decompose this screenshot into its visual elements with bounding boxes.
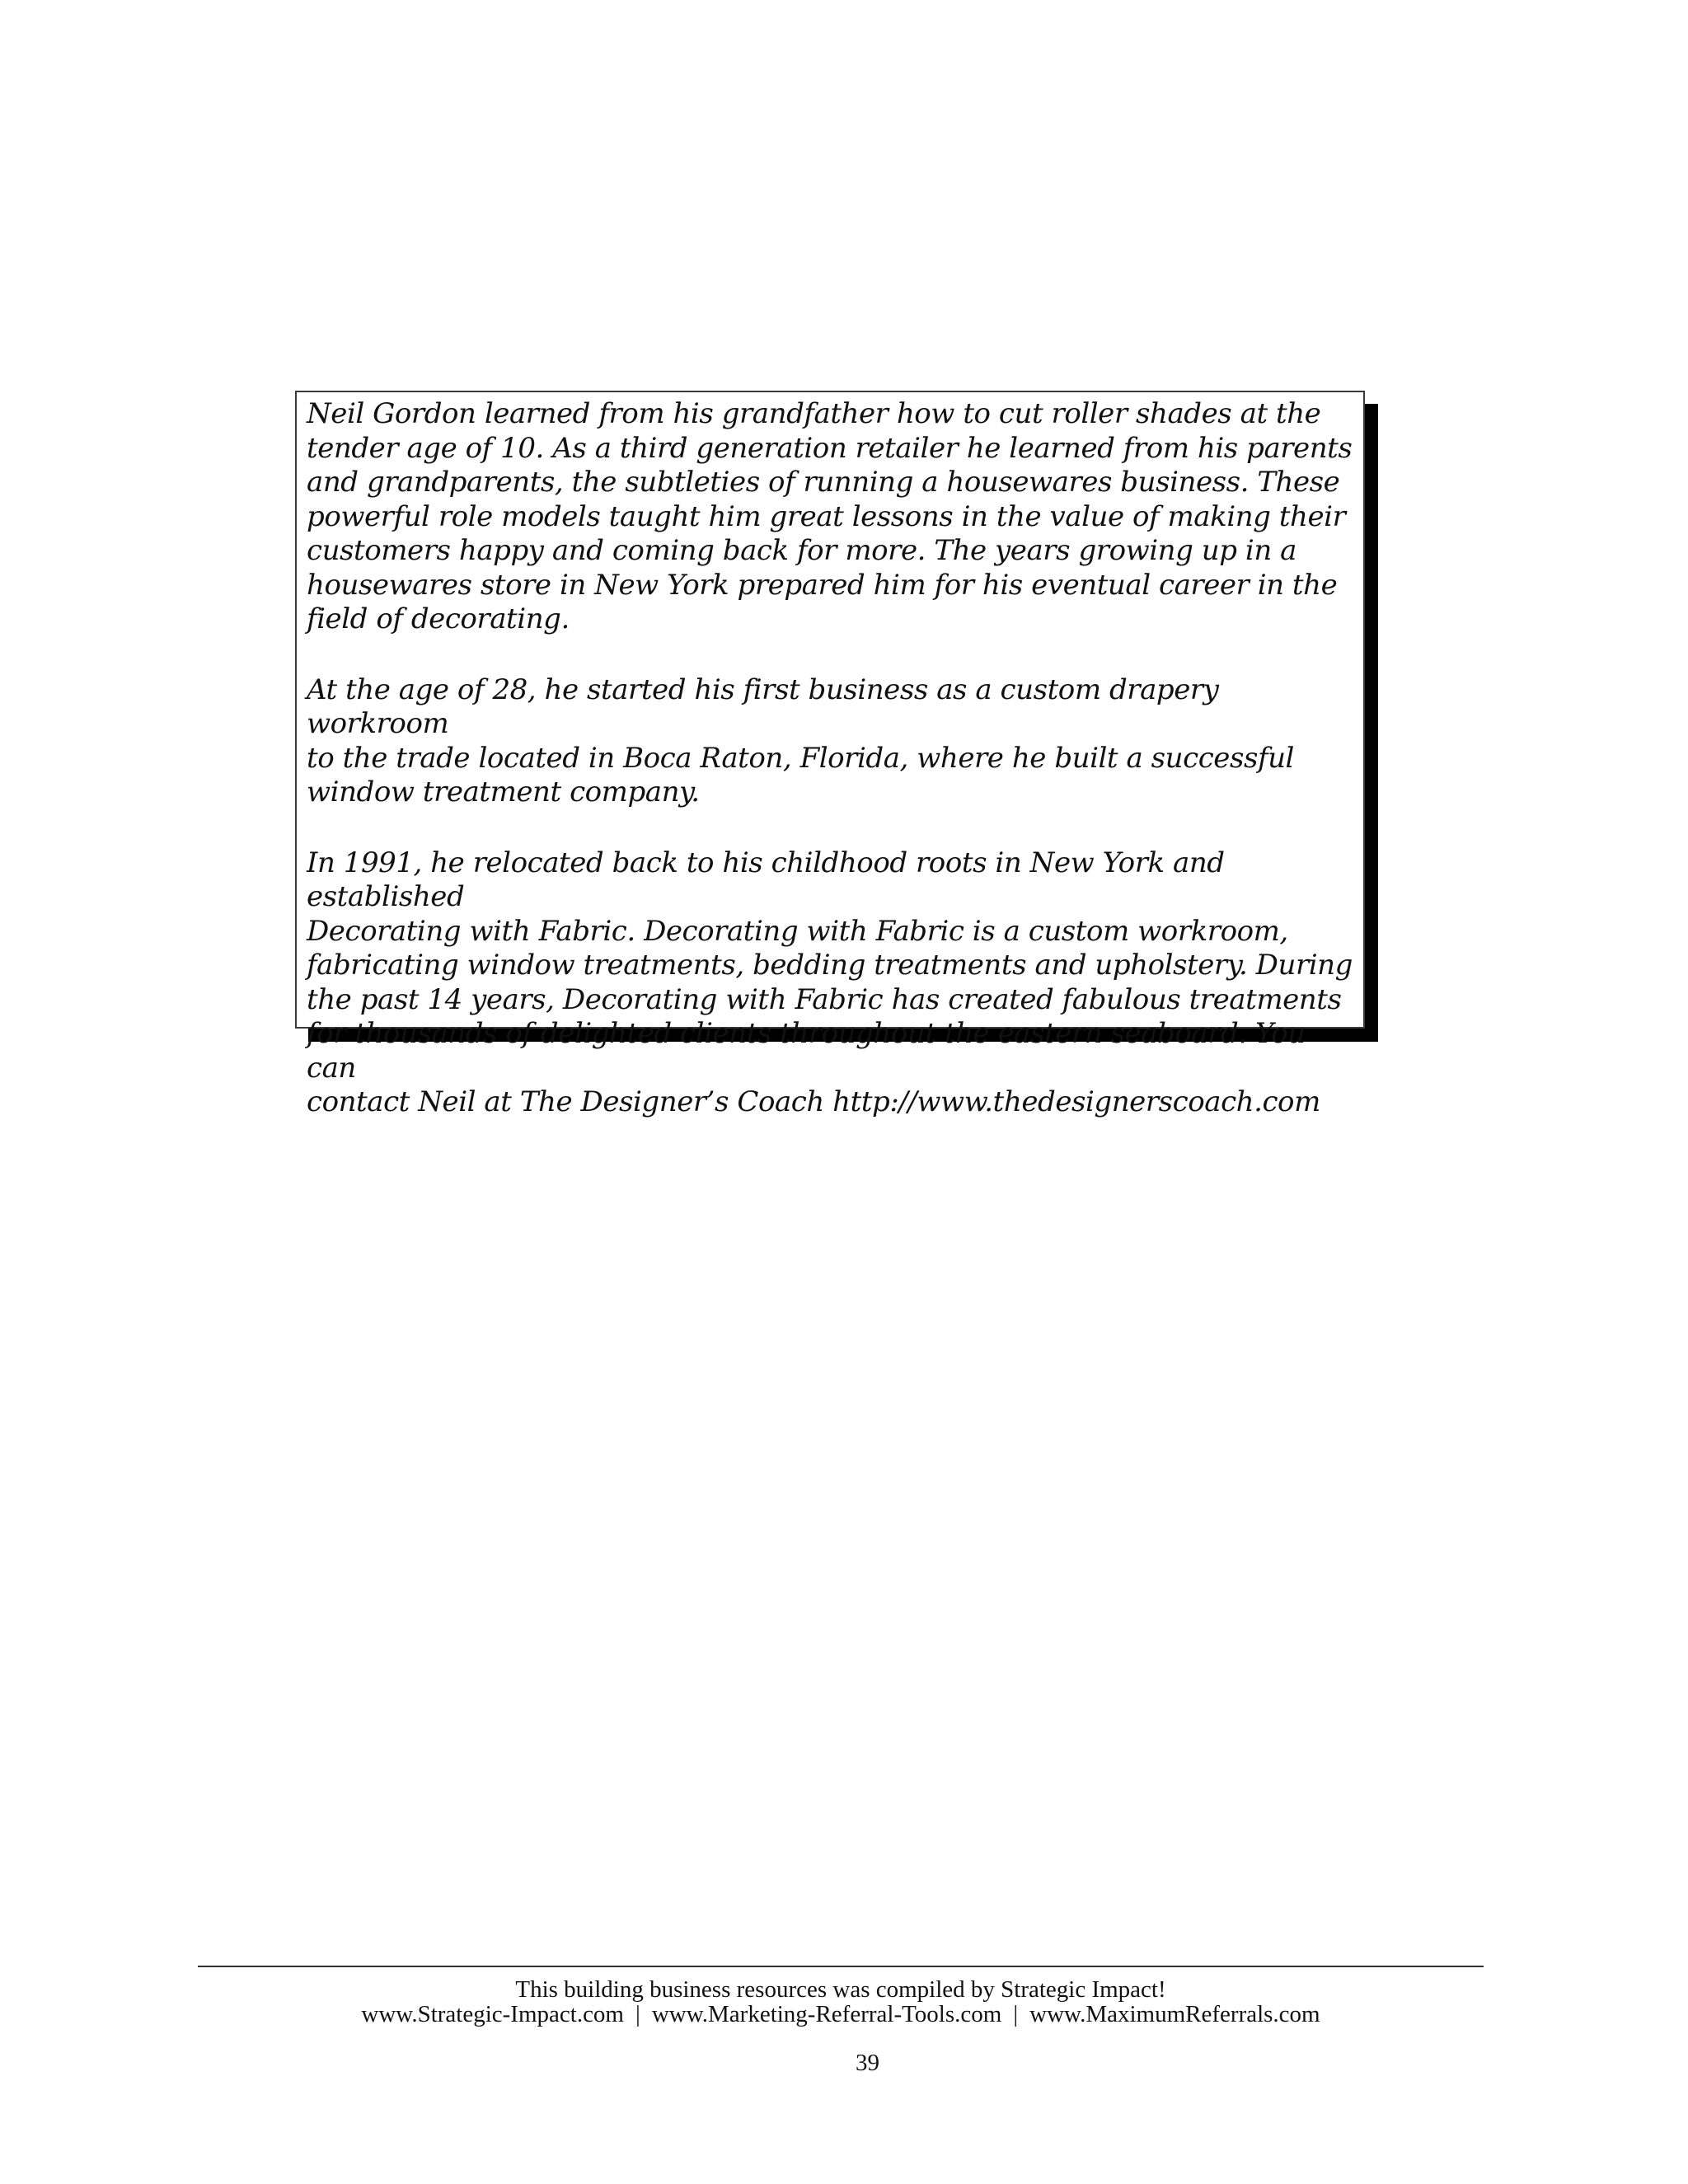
footer-link-strategic-impact[interactable]: www.Strategic-Impact.com: [361, 2001, 624, 2027]
page-number: 39: [856, 2050, 879, 2076]
bio-line: to the trade located in Boca Raton, Florida, where he built a successful: [307, 741, 1294, 775]
bio-line: and grandparents, the subtleties of running a housewares business. These: [307, 466, 1340, 499]
bio-line: the past 14 years, Decorating with Fabric has created fabulous treatments: [307, 982, 1342, 1016]
bio-line: At the age of 28, he started his first business as a custom drapery workroom: [307, 673, 1219, 740]
bio-line: In 1991, he relocated back to his childhood roots in New York and established: [307, 846, 1225, 913]
bio-line: powerful role models taught him great lessons in the value of making their: [307, 499, 1346, 533]
bio-line: housewares store in New York prepared him for his eventual career in the: [307, 568, 1338, 602]
footer-links: [198, 2000, 1484, 2028]
bio-paragraph: [307, 397, 1355, 637]
bio-line: field of decorating.: [307, 602, 570, 635]
footer-credit: This building business resources was compiled by Strategic Impact!: [515, 1976, 1166, 2003]
bio-line: customers happy and coming back for more. The years growing up in a: [307, 534, 1296, 567]
footer-separator: |: [1013, 2001, 1019, 2027]
footer-separator: |: [635, 2001, 640, 2027]
bio-paragraph: [307, 846, 1355, 1120]
bio-line: contact Neil at The Designer’s Coach http://www.thedesignerscoach.com: [307, 1085, 1320, 1118]
bio-paragraph: [307, 673, 1355, 810]
footer-divider: [198, 1966, 1484, 1967]
bio-line: for thousands of delighted clients throughout the eastern seaboard. You can: [307, 1017, 1306, 1085]
footer-link-marketing-referral-tools[interactable]: www.Marketing-Referral-Tools.com: [651, 2001, 1002, 2027]
bio-line: tender age of 10. As a third generation retailer he learned from his parents: [307, 431, 1353, 465]
bio-line: window treatment company.: [307, 776, 700, 808]
bio-line: Decorating with Fabric. Decorating with Fabric is a custom workroom,: [307, 914, 1288, 948]
footer-link-maximum-referrals[interactable]: www.MaximumReferrals.com: [1029, 2001, 1320, 2027]
bio-box: [295, 391, 1365, 1118]
bio-line: Neil Gordon learned from his grandfather how to cut roller shades at the: [307, 397, 1321, 430]
bio-line: fabricating window treatments, bedding treatments and upholstery. During: [307, 949, 1353, 982]
